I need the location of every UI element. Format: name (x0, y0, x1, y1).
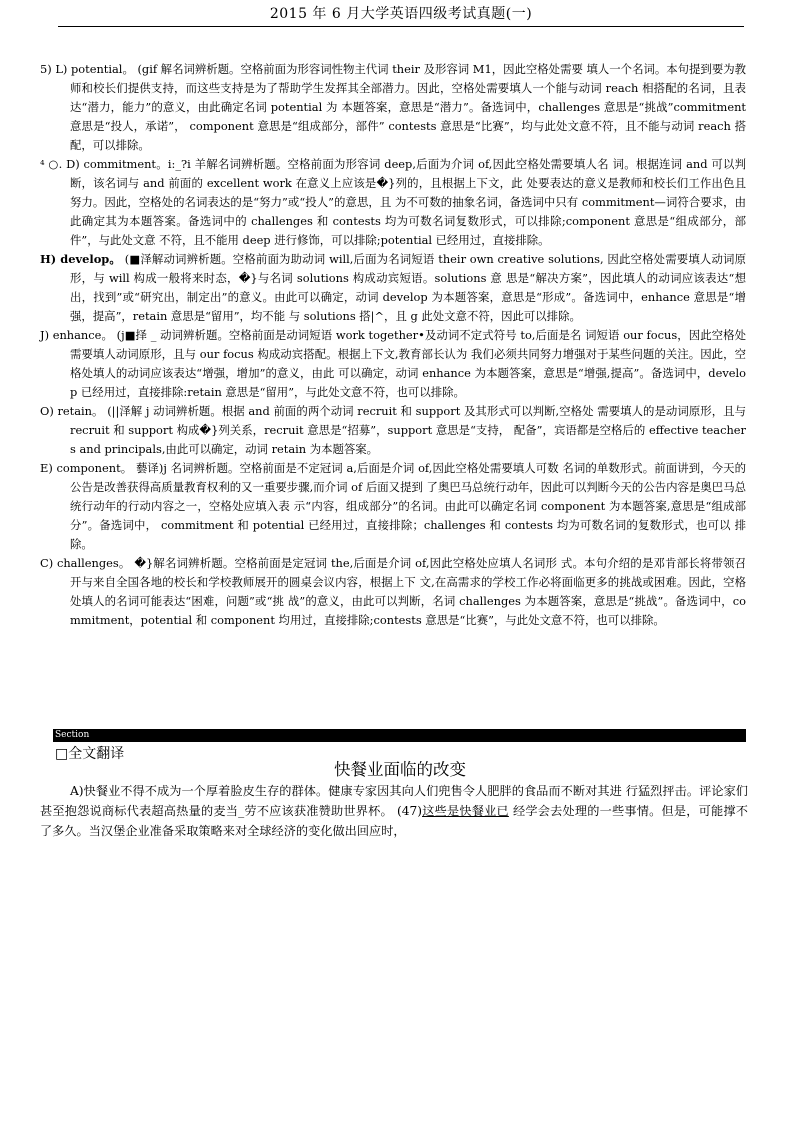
answer-text: 藝译)j 名词辨析题。空格前面是不定冠词 a,后面是介词 of,因此空格处需要填人可数 名词的单数形式。前面讲到，今天的公告是改善获得高质量教育权利的又一重要步骤,而介词 of 后面又提到 了奥巴马总统行动年，因此可以判断今天的公告内容是奥巴马总统行动年的行动内容之一，空格处应填入表 示“内容，组成部分”的名词。由此可以确定名词 component 为本题答案,意思是“组成部分”。备选词中， commitment 和 potential 已经用过，直接排除；challenges 和 contests 均为可数名词的复数形式，也可以 排除。 (70, 461, 746, 551)
answer-text: �}解名词辨析题。空格前面是定冠词 the,后面是介词 of,因此空格处应填人名词形 式。本句介绍的是邓肯部长将带领召开与来自全国各地的校长和学校教师展开的圆桌会议内容，根据上下 文,在高需求的学校工作必将面临更多的挑战或困难。因此，空格处填人的名词可能表达“困难，问题”或“挑 战”的意义，由此可以判断，名词 challenges 为本题答案，意思是“挑战”。备选词中，commitment，potential 和 component 均用过，直接排除;contests 意思是“比赛”，与此处文意不符，也可以排除。 (70, 556, 746, 627)
answer-item (40, 459, 746, 554)
translation-paragraph (40, 781, 748, 841)
answer-text: (■泽解动词辨析题。空格前面为助动词 will,后面为名词短语 their own creative solutions, 因此空格处需要填人动词原形，与 will 构成一般将来时态，�}与名词 solutions 构成动宾短语。solutions 意 思是“解决方案”，因此填人的动词应该表达“想出，找到”或“研究出，制定出”的意义。由此可以确定，动词 develop 为本题答案，意思是“形成”。备选词中，enhance 意思是“增强，提高”，retain 意思是“留用”，均不能 与 solutions 搭|^，且 g 此处文意不符，因此可以排除。 (70, 252, 746, 323)
underlined-text: 这些是快餐业已 (422, 804, 509, 818)
answer-item (40, 326, 746, 402)
translation-text-continued: 经学会去处理的一些事情。但是，可能撑不了多久。当汉堡企业准备采取策略来对全球经济的变化做出回应时， (40, 804, 748, 838)
answer-text: (j■择 _ 动词辨析题。空格前面是动词短语 work together•及动词不定式符号 to,后面是名 词短语 our focus，因此空格处需要填人动词原形，且与 our focus 构成动宾搭配。根据上下文,教育部长认为 我们必须共同努力增强对于某些问题的关注。因此，空格处填人的动词应该表达“增强，增加”的意义，由此 可以确定，动词 enhance 为本题答案，意思是“增强,提高”。备选词中，develop 已经用过，直接排除:retain 意思是“留用”，与此处文意不符，也可以排除。 (70, 328, 746, 399)
answer-item (40, 60, 746, 155)
answer-item (40, 155, 746, 250)
page-header (58, 4, 744, 27)
answer-item (40, 402, 746, 459)
answer-label: H) develop。 (40, 252, 121, 266)
answer-label: 5) (40, 62, 52, 76)
answer-text: D) commitment。i:_?i 羊解名词辨析题。空格前面为形容词 deep,后面为介词 of,因此空格处需要填人名 词。根据连词 and 可以判断，该名词与 and 前面的 excellent work 在意义上应该是�}列的，且根据上下文，此 处要表达的意义是教师和校长们工作出色且努力。因此，空格处的名词表达的是“努力”或“投人”的意思，且 为不可数的抽象名词，备选词中只有 commitment—词符合要求，由此确定其为本题答案。备选词中的 challenges 和 contests 均为可数名词复数形式，可以排除;component 意思是“组成部分，部件”，与此处文意 不符，且不能用 deep 进行修饰，可以排除;potential 已经用过，直接排除。 (66, 157, 747, 247)
translation-title: 快餐业面临的改变 (334, 760, 466, 779)
answer-text: L) potential。 (gif 解名词辨析题。空格前面为形容词性物主代词 their 及形容词 M1，因此空格处需要 填人一个名词。本句提到要为教师和校长们提供支持，而这些支持是为了帮助学生发挥其全部潜力。因此，空格处需要填人一个能与动词 reach 相搭配的名词，且表达“潜力，能力”的意义，由此确定名词 potential 为 本题答案，意思是“潜力”。备选词中，challenges 意思是“挑战”commitment 意思是“投人，承诺”， component 意思是“组成部分，部件” contests 意思是“比赛”，均与此处文意不符，且不能与动词 reach 搭 配，可以排除。 (55, 62, 747, 152)
translation-text: A)快餐业不得不成为一个厚着脸皮生存的群体。健康专家因其向人们兜售令人肥胖的食品而不断对其进 行猛烈抨击。评论家们甚至抱怨说商标代表超高热量的麦当_劳不应该获准赞助世界杯。 (47) (40, 784, 748, 818)
answer-explanations (40, 60, 746, 630)
answer-item (40, 554, 746, 630)
section-bar (53, 729, 746, 742)
answer-item (40, 250, 746, 326)
answer-label: J) enhance。 (40, 328, 113, 342)
page-title: 2015 年 6 月大学英语四级考试真题(一) (269, 6, 533, 22)
section-bar-label: Section (55, 730, 90, 740)
translation-heading: □全文翻译 (55, 746, 125, 762)
answer-label: E) component。 (40, 461, 133, 475)
answer-label: ⁴ ○. (40, 157, 63, 171)
answer-label: C) challenges。 (40, 556, 131, 570)
answer-label: O) retain。 (40, 404, 104, 418)
answer-text: (||泽解 j 动词辨析题。根据 and 前面的两个动词 recruit 和 support 及其形式可以判断,空格处 需要填人的是动词原形，且与 recruit 和 support 构成�}列关系，recruit 意思是“招募”，support 意思是“支持， 配备”，宾语都是空格后的 effective teachers and principals,由此可以确定，动词 retain 为本题答案。 (70, 404, 747, 456)
